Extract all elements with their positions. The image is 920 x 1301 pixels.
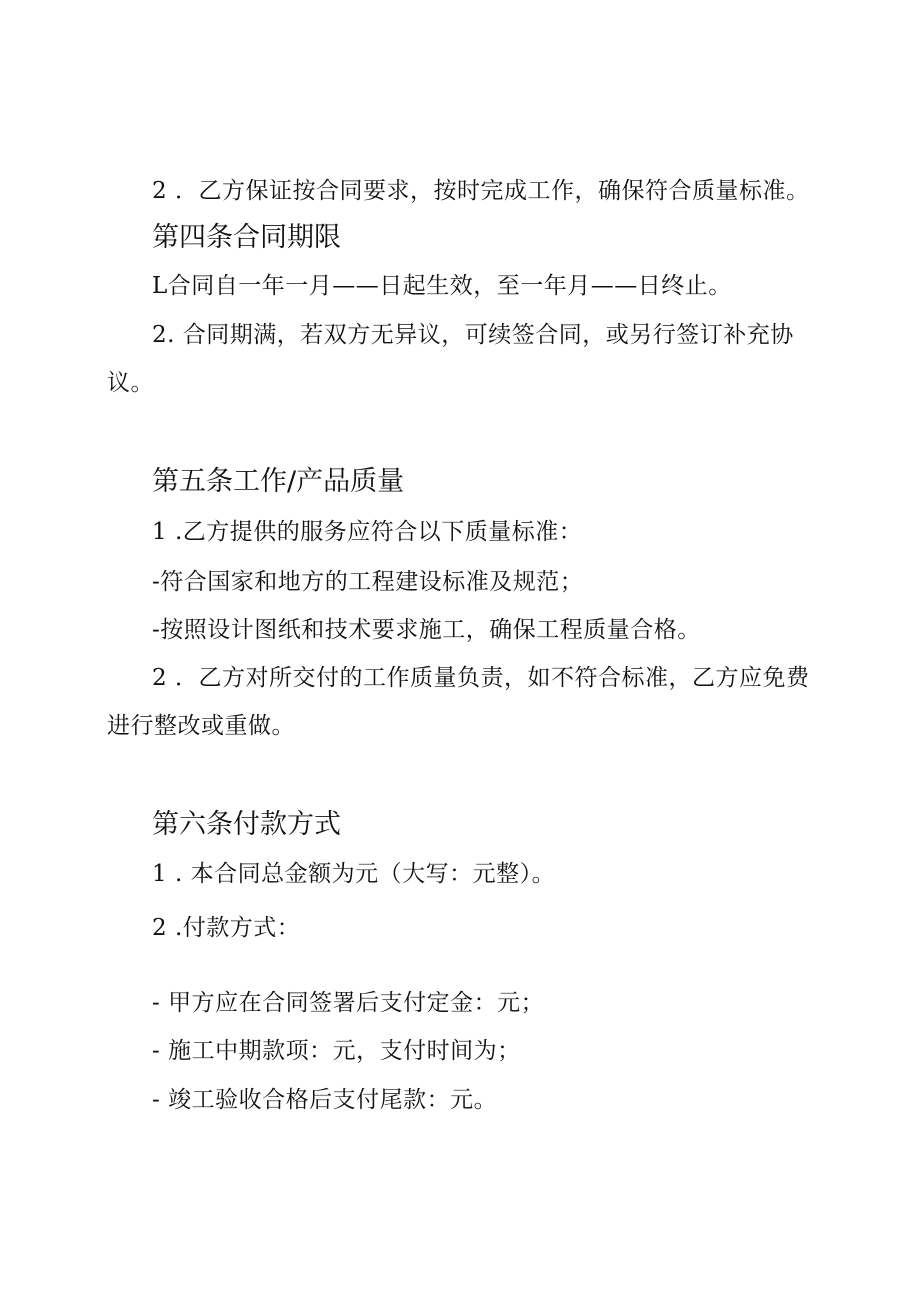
section5-bullet2: -按照设计图纸和技术要求施工，确保工程质量合格。	[152, 617, 701, 643]
section6-bullet3: - 竣工验收合格后支付尾款：元。	[152, 1087, 498, 1113]
section6-item1: 1 . 本合同总金额为元（大写：元整）。	[152, 861, 556, 887]
section6-bullet1: - 甲方应在合同签署后支付定金：元；	[152, 990, 545, 1016]
section5-item2-line2: 进行整改或重做。	[107, 713, 295, 739]
section5-item1: 1 .乙方提供的服务应符合以下质量标准：	[152, 519, 583, 545]
section6-bullet2: - 施工中期款项：元，支付时间为；	[152, 1038, 521, 1064]
section5-bullet1: -符合国家和地方的工程建设标准及规范；	[152, 569, 584, 595]
section4-item1: L合同自一年一月——日起生效，至一年月——日终止。	[152, 273, 732, 299]
section6-item2: 2 .付款方式：	[152, 915, 301, 941]
section5-heading: 第五条工作/产品质量	[152, 466, 405, 497]
section4-item2-line1: 2. 合同期满，若双方无异议，可续签合同，或另行签订补充协	[152, 322, 794, 348]
section3-item2: 2 ．乙方保证按合同要求，按时完成工作，确保符合质量标准。	[152, 178, 810, 204]
section4-item2-line2: 议。	[107, 370, 154, 396]
section5-item2-line1: 2 ．乙方对所交付的工作质量负责，如不符合标准，乙方应免费	[152, 665, 810, 691]
section4-heading: 第四条合同期限	[152, 222, 341, 253]
section6-heading: 第六条付款方式	[152, 809, 341, 840]
